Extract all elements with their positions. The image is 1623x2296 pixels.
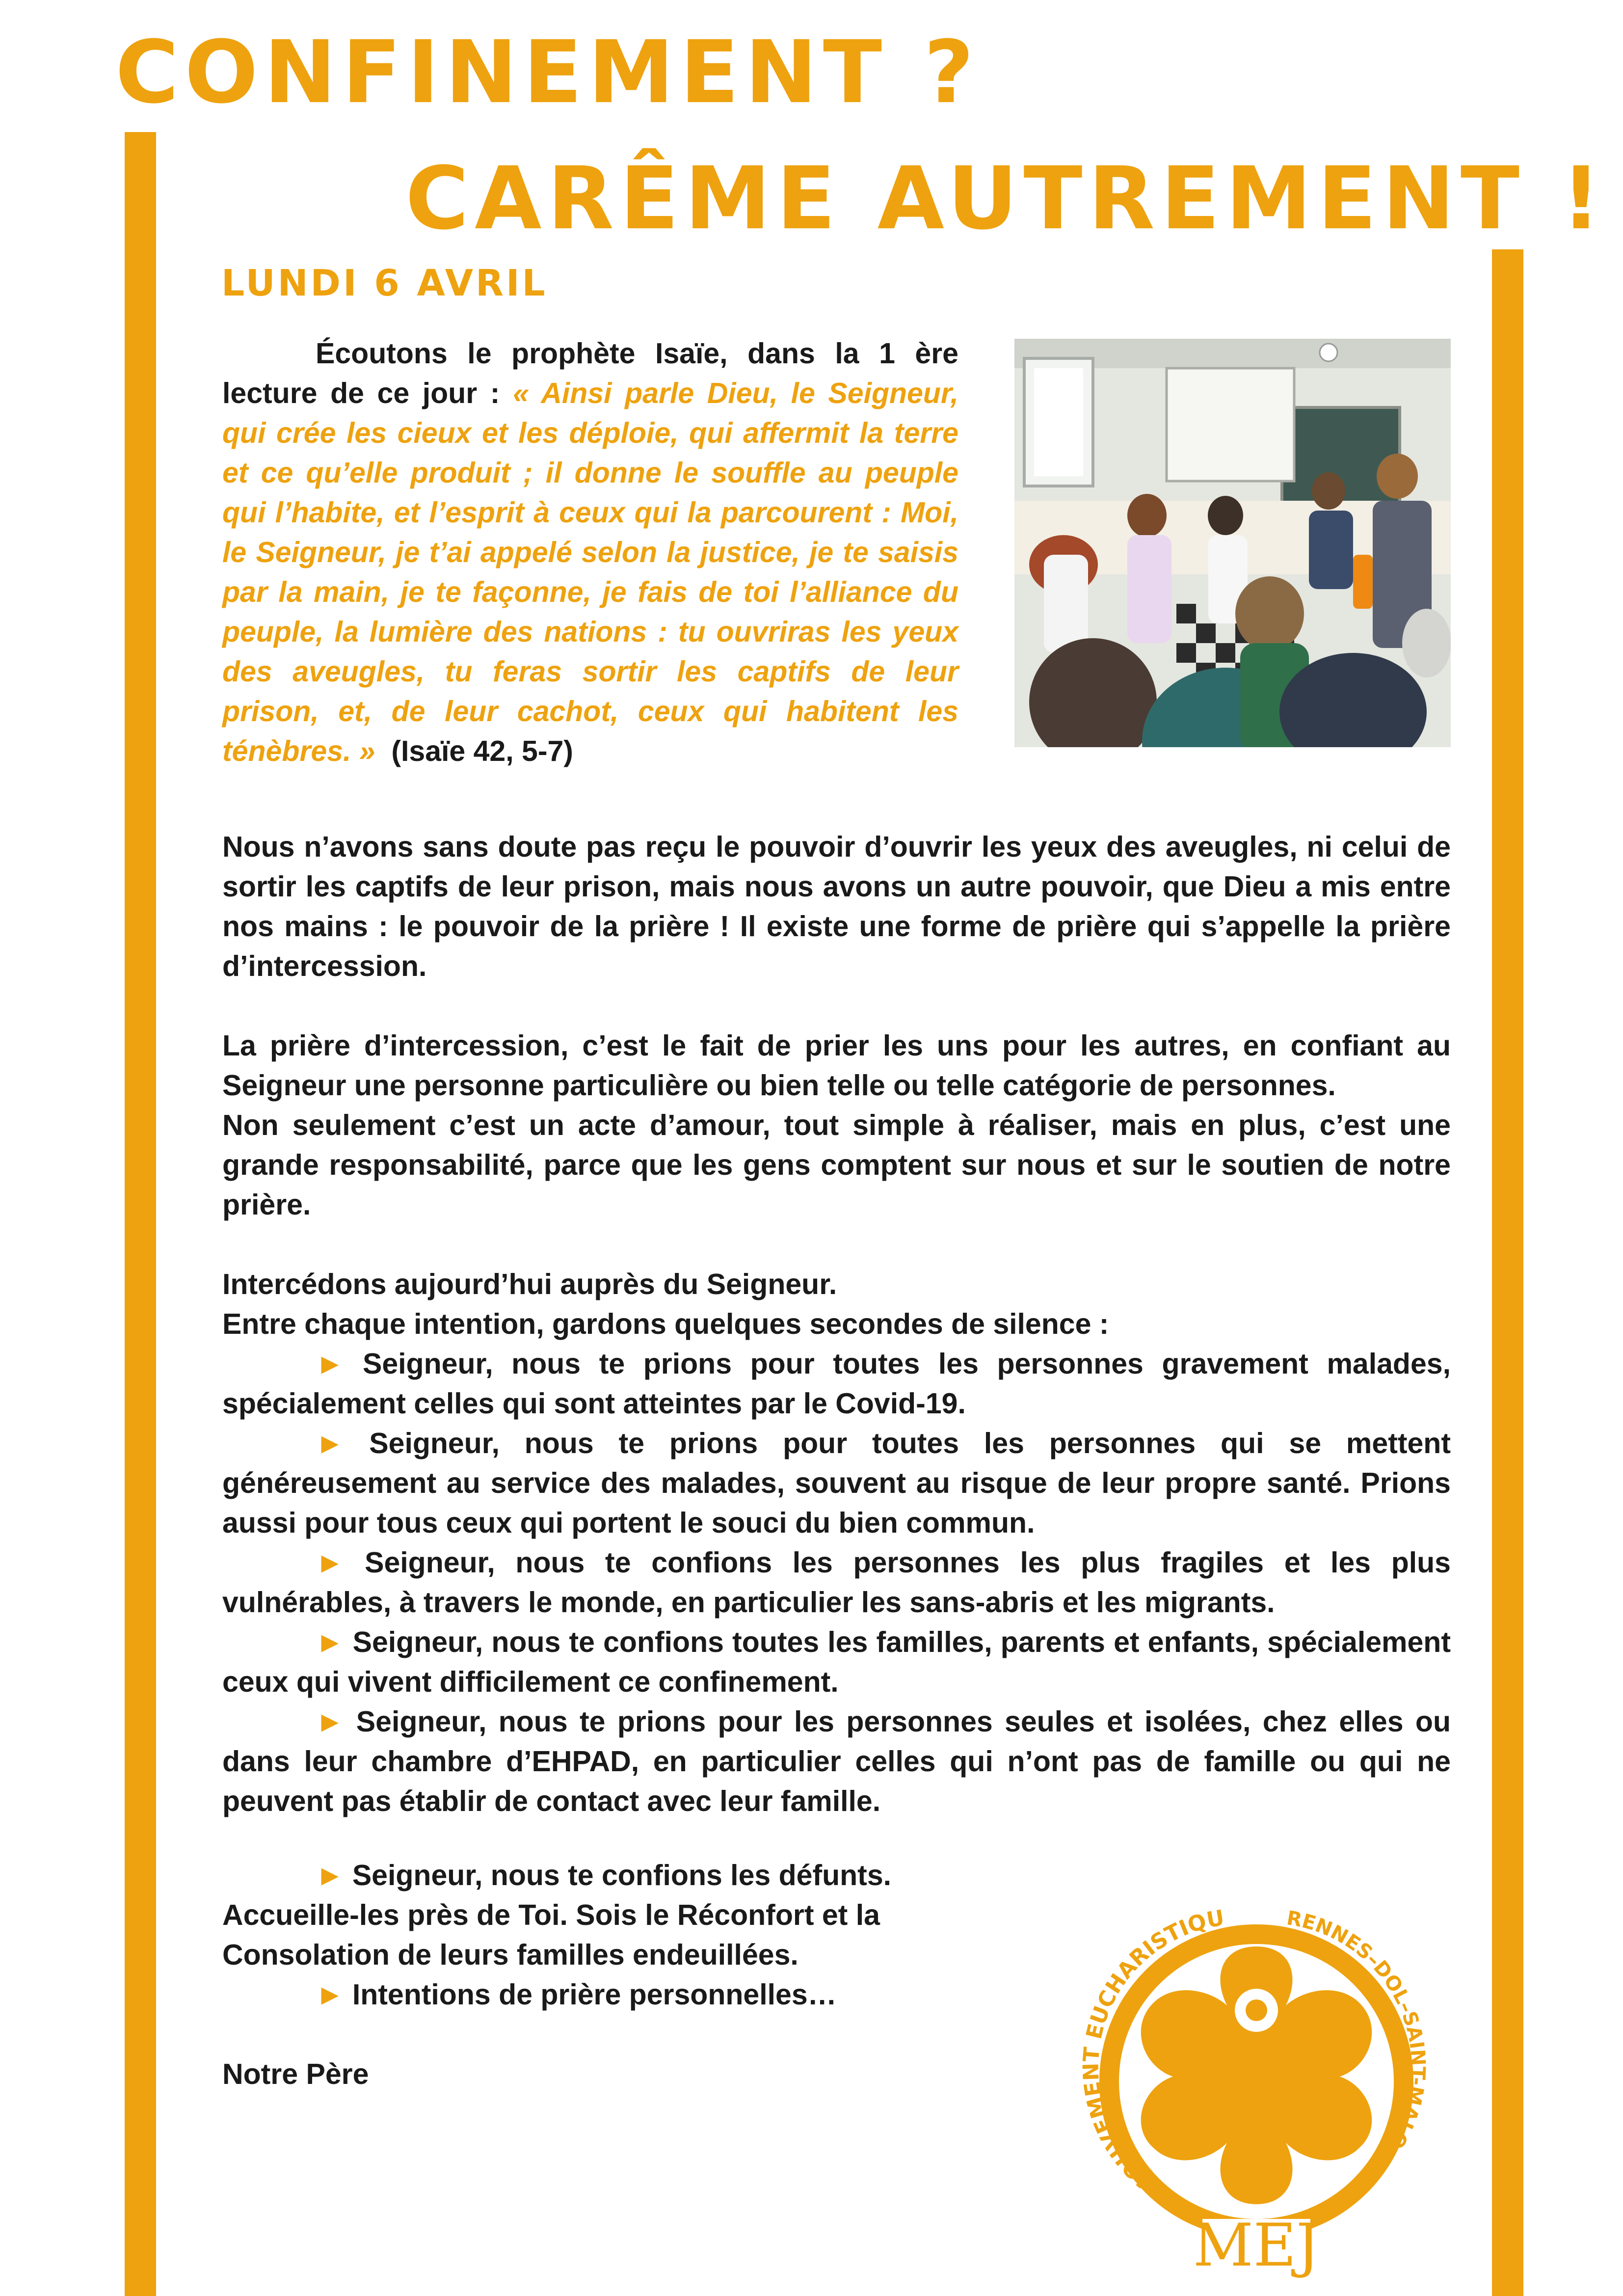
quote-reference: (Isaïe 42, 5-7) <box>391 735 573 767</box>
intention-7: ► Intentions de prière personnelles… <box>316 1978 837 2011</box>
intention-2: ► Seigneur, nous te prions pour toutes les personnes qui se mettent généreusement au service des malades, souvent au risque de leur propre santé. Prions aussi pour tous ceux qui portent le souci du bien commun. <box>222 1427 1451 1539</box>
date-heading: LUNDI 6 AVRIL <box>221 262 548 304</box>
body-paragraph-2: La prière d’intercession, c’est le fait de prier les uns pour les autres, en confiant au Seigneur une personne particulière ou bien telle ou telle catégorie de personnes. <box>222 1029 1451 1102</box>
intro-paragraph <box>222 334 958 771</box>
intention-5: ► Seigneur, nous te prions pour les personnes seules et isolées, chez elles ou dans leur chambre d’EHPAD, en particulier celles qui n’ont pas de famille ou qui ne peuvent pas établir de contact avec leur famille. <box>222 1705 1451 1817</box>
bullet-arrow-icon: ► <box>316 1978 345 2011</box>
bullet-arrow-icon: ► <box>316 1705 345 1738</box>
body-text <box>222 827 1451 1821</box>
bullet-arrow-icon: ► <box>316 1859 345 1891</box>
bullet-arrow-icon: ► <box>316 1626 345 1658</box>
classroom-children-photo <box>1014 339 1451 747</box>
intention-4: ► Seigneur, nous te confions toutes les familles, parents et enfants, spécialement ceux qui vivent difficilement ce confinement. <box>222 1626 1451 1698</box>
closing-line-3: Consolation de leurs familles endeuillées. <box>222 1939 798 1971</box>
bullet-arrow-icon: ► <box>316 1546 345 1579</box>
right-border-bar <box>1492 249 1523 2296</box>
title-line-1: CONFINEMENT ? <box>115 22 980 123</box>
logo-arc-left-text: MOUVEMENT EUCHARISTIQU <box>1078 1905 1226 2201</box>
mej-cross-logo-icon <box>1045 1865 1467 2288</box>
body-paragraph-5: Entre chaque intention, gardons quelques secondes de silence : <box>222 1308 1109 1340</box>
logo-mej-letters: MEJ <box>1193 2212 1320 2280</box>
bullet-arrow-icon: ► <box>316 1427 345 1459</box>
intention-1: ► Seigneur, nous te prions pour toutes les personnes gravement malades, spécialement celles qui sont atteintes par le Covid-19. <box>222 1348 1451 1420</box>
logo-arc-right-text: RENNES–DOL–SAINT-MALO <box>1285 1907 1430 2153</box>
body-paragraph-4: Intercédons aujourd’hui auprès du Seigneur. <box>222 1268 837 1300</box>
intro-lead: Écoutons le prophète Isaïe, dans la 1 ère lecture de ce jour : <box>222 337 958 409</box>
isaiah-quote: « Ainsi parle Dieu, le Seigneur, qui crée les cieux et les déploie, qui affermit la terre et ce qu’elle produit ; il donne le souffle au peuple qui l’habite, et l’esprit à ceux qui la parcourent : Moi, le Seigneur, je t’ai appelé selon la justice, je te saisis par la main, je te façonne, je fais de toi l’alliance du peuple, la lumière des nations : tu ouvriras les yeux des aveugles, tu feras sortir les captifs de leur prison, et, de leur cachot, ceux qui habitent les ténèbres. » <box>222 377 958 767</box>
body-paragraph-3: Non seulement c’est un acte d’amour, tout simple à réaliser, mais en plus, c’est une grande responsabilité, parce que les gens comptent sur nous et sur le soutien de notre prière. <box>222 1109 1451 1221</box>
closing-line-2: Accueille-les près de Toi. Sois le Réconfort et la <box>222 1899 880 1931</box>
bullet-arrow-icon: ► <box>316 1348 345 1380</box>
mej-logo <box>1045 1865 1467 2288</box>
body-paragraph-1: Nous n’avons sans doute pas reçu le pouvoir d’ouvrir les yeux des aveugles, ni celui de sortir les captifs de leur prison, mais nous avons un autre pouvoir, que Dieu a mis entre nos mains : le pouvoir de la prière ! Il existe une forme de prière qui s’appelle la prière d’intercession. <box>222 831 1451 982</box>
left-border-bar <box>125 132 156 2296</box>
closing-section <box>222 1856 968 2094</box>
notre-pere-line: Notre Père <box>222 2058 369 2090</box>
title-line-2: CARÊME AUTREMENT ! <box>405 148 1607 249</box>
intention-6: ► Seigneur, nous te confions les défunts. <box>316 1859 892 1891</box>
intention-3: ► Seigneur, nous te confions les personnes les plus fragiles et les plus vulnérables, à travers le monde, en particulier les sans-abris et les migrants. <box>222 1546 1451 1619</box>
